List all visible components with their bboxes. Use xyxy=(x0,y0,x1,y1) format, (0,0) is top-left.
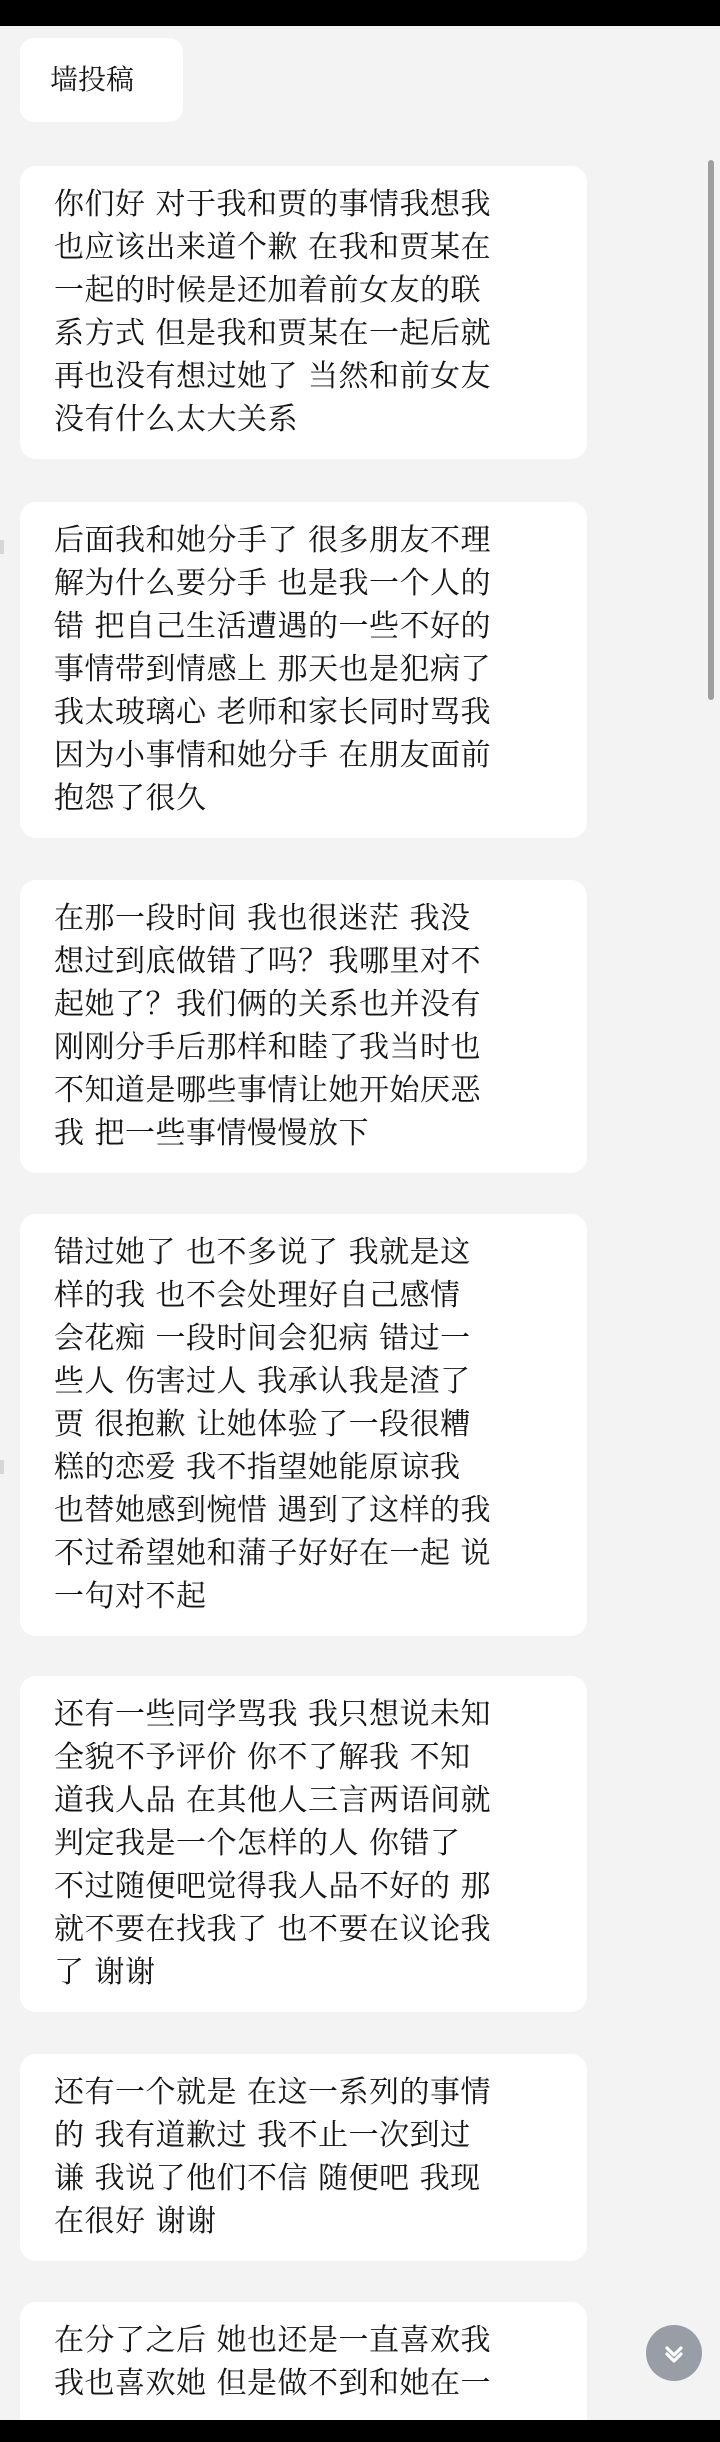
message-bubble xyxy=(20,1676,587,2012)
message-line: 全貌不予评价 你不了解我 不知 xyxy=(54,1740,471,1775)
message-line: 不过随便吧觉得我人品不好的 那 xyxy=(54,1869,492,1904)
chevron-down-icon xyxy=(659,2338,689,2368)
message-line: 刚刚分手后那样和睦了我当时也 xyxy=(54,1030,481,1065)
message-line: 后面我和她分手了 很多朋友不理 xyxy=(54,523,492,558)
message-line: 不知道是哪些事情让她开始厌恶 xyxy=(54,1073,481,1108)
message-line: 解为什么要分手 也是我一个人的 xyxy=(54,566,492,601)
message-line: 事情带到情感上 那天也是犯病了 xyxy=(54,652,492,687)
message-line: 了 谢谢 xyxy=(54,1955,156,1990)
message-line: 你们好 对于我和贾的事情我想我 xyxy=(54,187,492,222)
message-line: 不过希望她和蒲子好好在一起 说 xyxy=(54,1536,492,1571)
edge-marker xyxy=(0,1460,4,1474)
message-line: 也应该出来道个歉 在我和贾某在 xyxy=(54,230,492,265)
message-line: 一句对不起 xyxy=(54,1579,207,1614)
message-line: 一起的时候是还加着前女友的联 xyxy=(54,273,481,308)
status-bar xyxy=(0,0,720,26)
message-bubble xyxy=(20,166,587,459)
message-line: 我太玻璃心 老师和家长同时骂我 xyxy=(54,695,492,730)
message-bubble xyxy=(20,2054,587,2261)
message-line: 起她了？我们俩的关系也并没有 xyxy=(54,987,481,1022)
message-line: 想过到底做错了吗？我哪里对不 xyxy=(54,944,481,979)
message-line: 贾 很抱歉 让她体验了一段很糟 xyxy=(54,1407,471,1442)
message-line: 在那一段时间 我也很迷茫 我没 xyxy=(54,901,471,936)
message-line: 错 把自己生活遭遇的一些不好的 xyxy=(54,609,492,644)
message-line: 判定我是一个怎样的人 你错了 xyxy=(54,1826,461,1861)
scrollbar[interactable] xyxy=(708,160,714,700)
message-line: 就不要在找我了 也不要在议论我 xyxy=(54,1912,492,1947)
message-line: 因为小事情和她分手 在朋友面前 xyxy=(54,738,492,773)
message-line: 再也没有想过她了 当然和前女友 xyxy=(54,359,492,394)
scroll-down-button[interactable] xyxy=(646,2325,702,2381)
message-line: 我也喜欢她 但是做不到和她在一 xyxy=(54,2366,492,2401)
bottom-bar xyxy=(0,2420,720,2442)
message-line: 道我人品 在其他人三言两语间就 xyxy=(54,1783,492,1818)
post-title: 墙投稿 xyxy=(20,38,183,122)
message-bubble xyxy=(20,880,587,1173)
message-line: 的 我有道歉过 我不止一次到过 xyxy=(54,2118,471,2153)
message-line: 没有什么太大关系 xyxy=(54,402,298,437)
message-line: 我 把一些事情慢慢放下 xyxy=(54,1116,370,1151)
message-line: 还有一个就是 在这一系列的事情 xyxy=(54,2075,492,2110)
message-line: 糕的恋爱 我不指望她能原谅我 xyxy=(54,1450,461,1485)
edge-marker xyxy=(0,540,4,554)
message-line: 样的我 也不会处理好自己感情 xyxy=(54,1278,461,1313)
message-line: 错过她了 也不多说了 我就是这 xyxy=(54,1235,471,1270)
message-bubble xyxy=(20,502,587,838)
message-line: 会花痴 一段时间会犯病 错过一 xyxy=(54,1321,471,1356)
message-line: 也替她感到惋惜 遇到了这样的我 xyxy=(54,1493,492,1528)
message-line: 在分了之后 她也还是一直喜欢我 xyxy=(54,2323,492,2358)
message-line: 系方式 但是我和贾某在一起后就 xyxy=(54,316,492,351)
message-line: 还有一些同学骂我 我只想说未知 xyxy=(54,1697,492,1732)
message-line: 谦 我说了他们不信 随便吧 我现 xyxy=(54,2161,481,2196)
message-line: 些人 伤害过人 我承认我是渣了 xyxy=(54,1364,471,1399)
message-line: 在很好 谢谢 xyxy=(54,2204,217,2239)
message-bubble xyxy=(20,1214,587,1636)
message-line: 抱怨了很久 xyxy=(54,781,207,816)
